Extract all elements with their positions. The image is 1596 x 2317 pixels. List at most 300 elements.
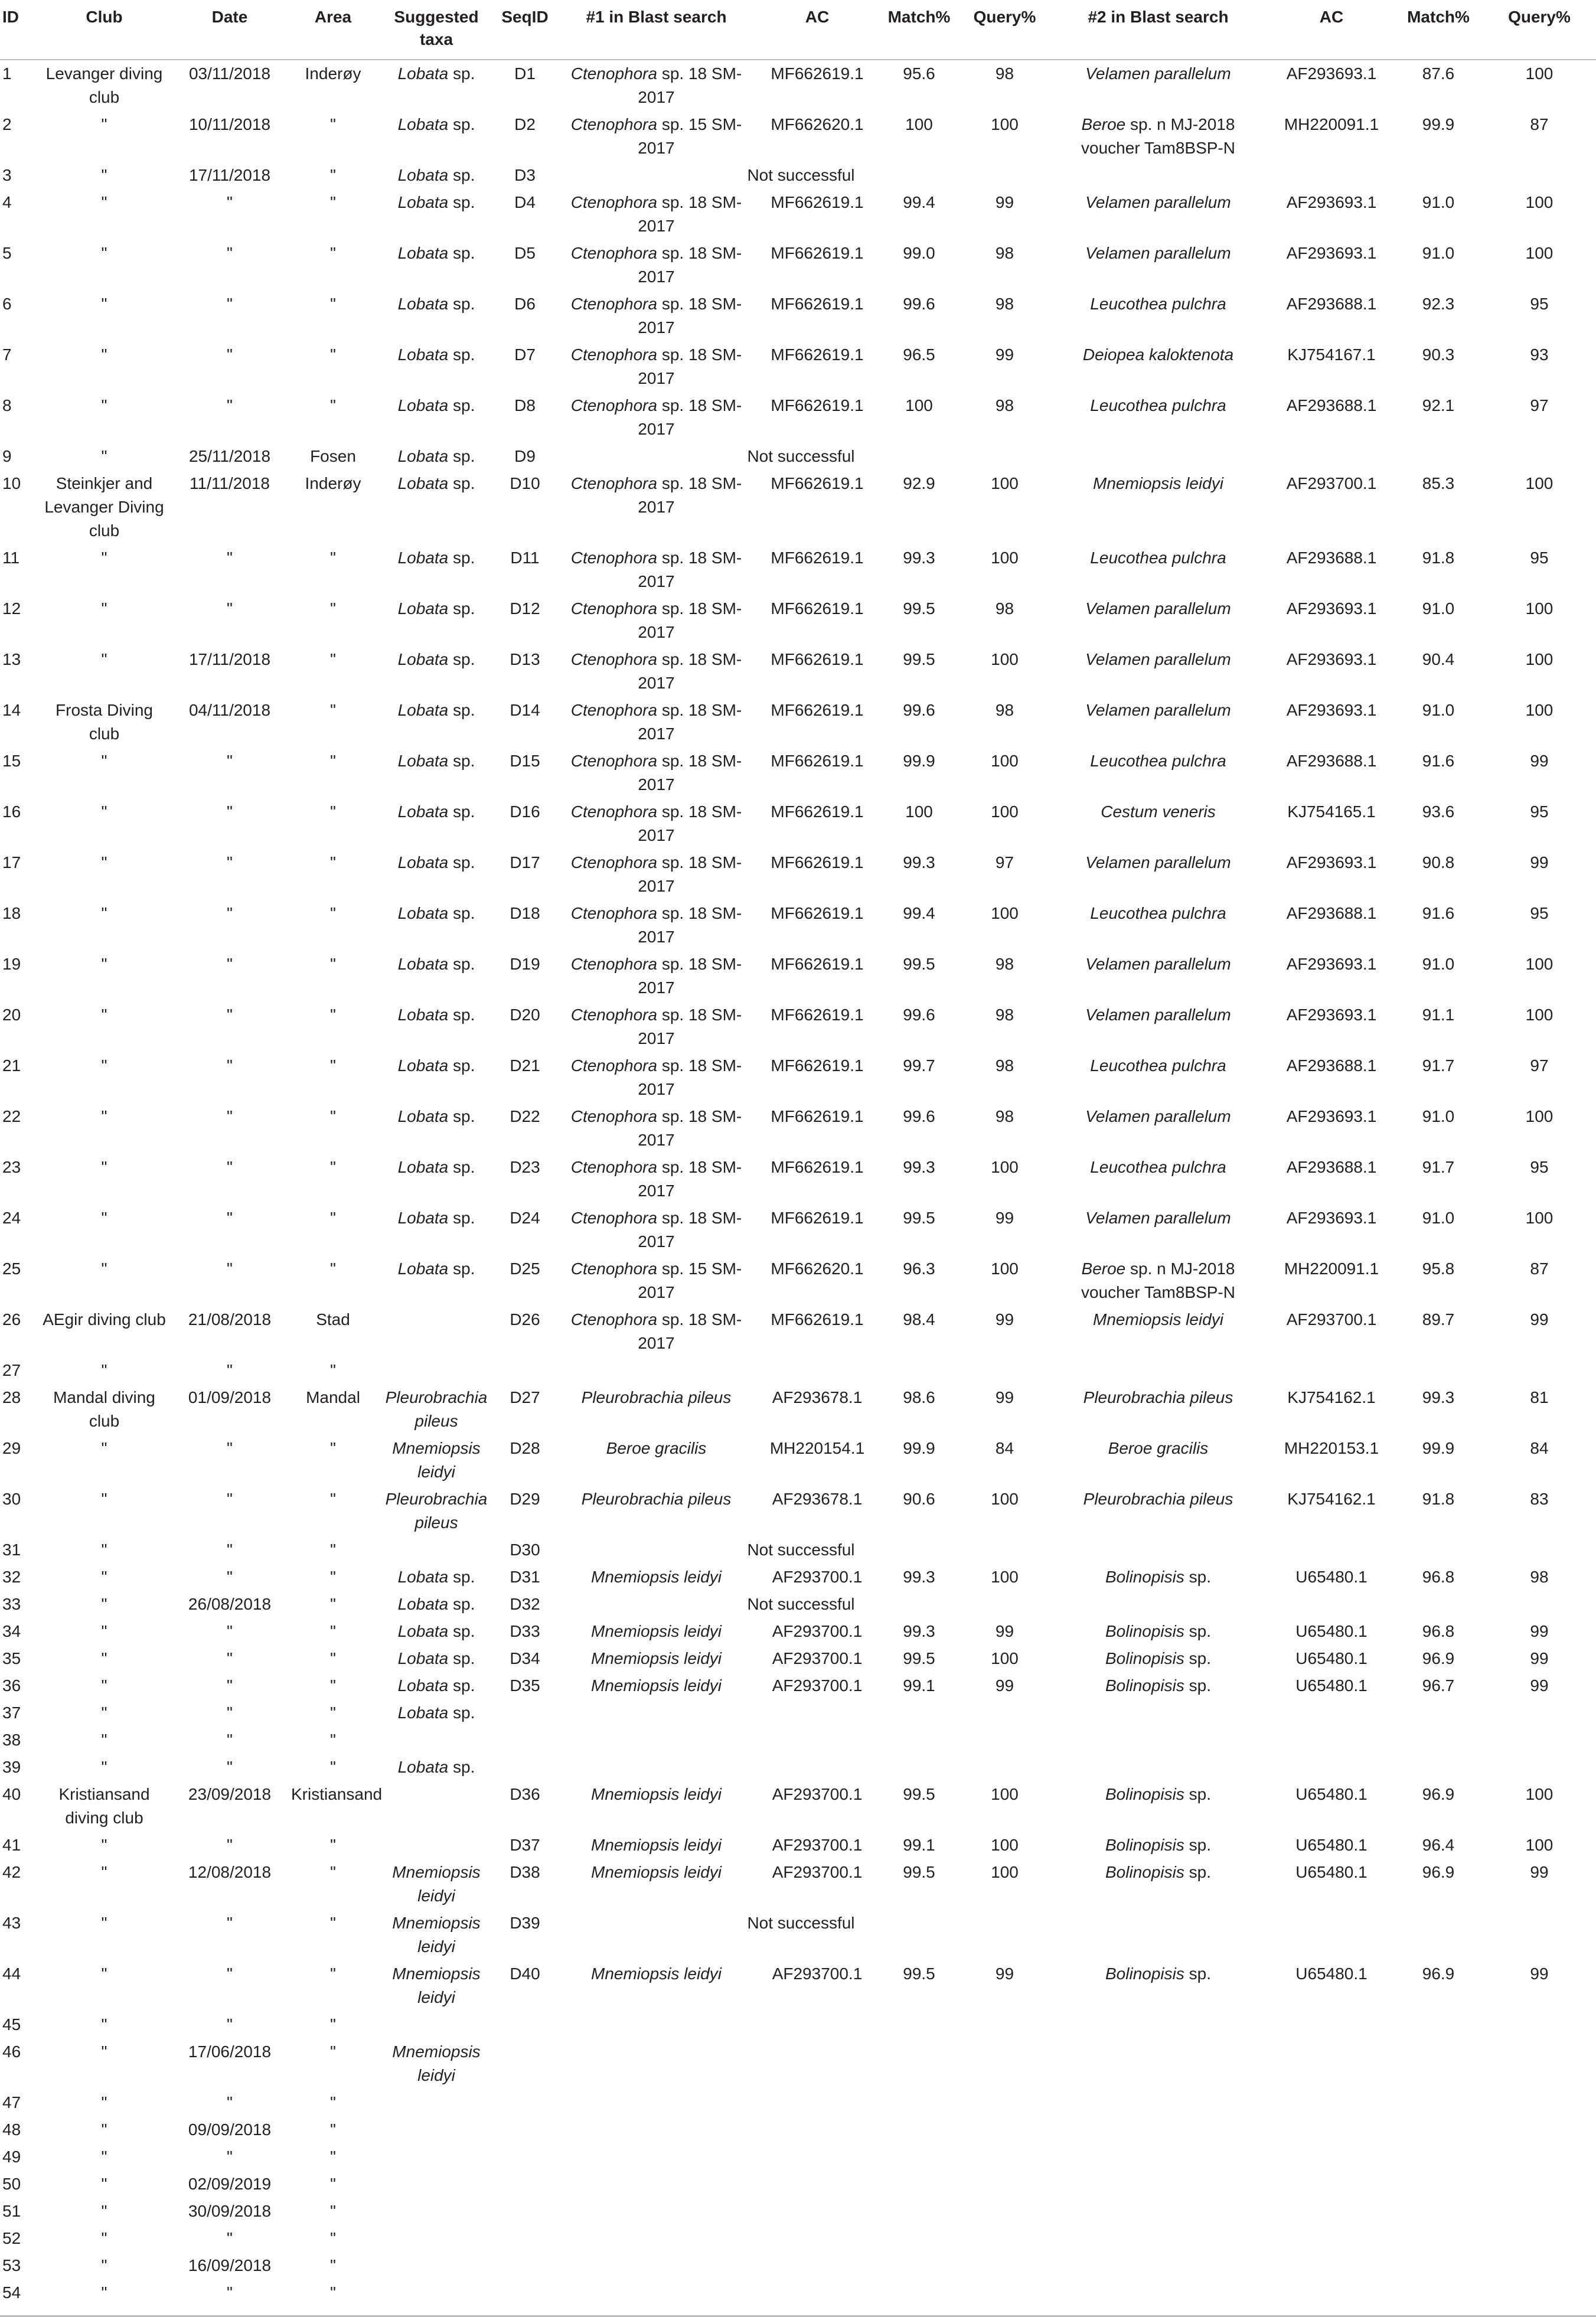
cell-ac-2 <box>1269 2279 1394 2316</box>
cell-blast-2 <box>1047 1205 1269 1255</box>
cell-query-2: 100 <box>1525 64 1553 83</box>
cell-query-1 <box>962 1754 1047 1781</box>
cell-query-2: 81 <box>1530 1388 1549 1406</box>
cell-blast-1 <box>554 798 758 849</box>
cell-match-2: 91.0 <box>1422 599 1455 618</box>
cell-query-1 <box>962 1727 1047 1754</box>
blast-1-taxon: Mnemiopsis leidyi <box>591 1649 722 1667</box>
cell-query-1 <box>962 2116 1047 2143</box>
taxa-name: Pleurobrachia pileus <box>385 1388 488 1430</box>
cell-suggested-taxa <box>377 1486 495 1536</box>
taxa-suffix: sp. <box>448 1158 475 1176</box>
cell-query-2: 95 <box>1530 802 1549 821</box>
cell-area: " <box>330 1676 336 1695</box>
cell-match-2 <box>1394 2171 1483 2198</box>
cell-ac-1: MF662619.1 <box>771 193 864 211</box>
cell-match-2: 95.8 <box>1422 1259 1455 1278</box>
cell-club: " <box>101 244 107 262</box>
cell-club: " <box>101 2120 107 2139</box>
cell-blast-2 <box>1047 1781 1269 1832</box>
cell-blast-1 <box>554 951 758 1001</box>
taxa-name: Lobata <box>397 853 449 872</box>
cell-ac-2: U65480.1 <box>1295 1649 1367 1667</box>
cell-area: " <box>330 701 336 719</box>
cell-date: 16/09/2018 <box>188 2256 272 2274</box>
cell-blast-2 <box>1047 2198 1269 2225</box>
cell-area: Kristiansand <box>291 1785 383 1803</box>
cell-blast-2 <box>1047 1052 1269 1103</box>
cell-id: 50 <box>2 2175 21 2193</box>
blast-2-suffix: sp. <box>1184 1964 1211 1983</box>
cell-query-2: 100 <box>1525 1836 1553 1854</box>
taxa-name: Lobata <box>397 752 449 770</box>
cell-ac-2: U65480.1 <box>1295 1964 1367 1983</box>
cell-date: 30/09/2018 <box>188 2202 272 2220</box>
blast-2-taxon: Velamen parallelum <box>1085 1006 1231 1024</box>
taxa-name: Lobata <box>397 701 449 719</box>
cell-suggested-taxa <box>377 189 495 240</box>
cell-empty <box>1269 162 1394 189</box>
cell-ac-1 <box>758 1699 876 1727</box>
cell-blast-1 <box>554 2279 758 2316</box>
blast-1-taxon: Pleurobrachia pileus <box>581 1388 732 1406</box>
cell-match-1: 92.9 <box>903 474 935 492</box>
cell-match-1: 100 <box>905 115 933 133</box>
cell-club: " <box>101 1568 107 1586</box>
cell-id: 37 <box>2 1704 21 1722</box>
cell-suggested-taxa <box>377 1618 495 1645</box>
cell-match-2 <box>1394 2011 1483 2038</box>
cell-empty <box>1047 162 1269 189</box>
cell-ac-2 <box>1269 2011 1394 2038</box>
cell-area: " <box>289 2279 377 2316</box>
cell-id: 39 <box>2 1758 21 1776</box>
blast-1-suffix: sp. 18 SM-2017 <box>638 599 742 641</box>
header-match-2: Match% <box>1394 0 1483 60</box>
cell-seqid: D11 <box>510 549 540 567</box>
cell-ac-2: MH220091.1 <box>1284 1259 1379 1278</box>
cell-match-1: 96.3 <box>903 1259 935 1278</box>
cell-match-2: 91.0 <box>1422 701 1455 719</box>
taxa-name: Lobata <box>397 193 449 211</box>
header-query-2: Query% <box>1483 0 1596 60</box>
cell-match-1: 99.3 <box>903 549 935 567</box>
cell-seqid <box>495 2011 554 2038</box>
cell-area: " <box>330 802 336 821</box>
cell-blast-2 <box>1047 341 1269 392</box>
cell-club: " <box>101 853 107 872</box>
cell-ac-1: MF662619.1 <box>771 701 864 719</box>
cell-ac-1: MF662619.1 <box>771 396 864 415</box>
blast-2-suffix: sp. n MJ-2018 voucher Tam8BSP-N <box>1081 115 1235 157</box>
cell-blast-2 <box>1047 697 1269 748</box>
cell-query-2: 99 <box>1530 1964 1549 1983</box>
header-suggested-taxa: Suggested taxa <box>377 0 495 60</box>
cell-ac-1: AF293700.1 <box>772 1676 863 1695</box>
cell-date: " <box>227 1541 233 1559</box>
blast-1-suffix: sp. 18 SM-2017 <box>638 1107 742 1149</box>
blast-1-taxon: Mnemiopsis leidyi <box>591 1622 722 1640</box>
cell-seqid: D18 <box>510 904 540 922</box>
cell-empty <box>1483 443 1596 470</box>
cell-blast-2 <box>1047 646 1269 697</box>
cell-club: " <box>101 1490 107 1508</box>
cell-suggested-taxa <box>377 1781 495 1832</box>
taxa-suffix: sp. <box>448 701 475 719</box>
cell-ac-1 <box>758 2143 876 2171</box>
blast-1-taxon: Ctenophora <box>570 244 658 262</box>
cell-date: " <box>227 752 233 770</box>
blast-1-taxon: Ctenophora <box>570 1158 658 1176</box>
cell-match-2: 89.7 <box>1422 1310 1455 1329</box>
cell-date: " <box>227 193 233 211</box>
cell-match-1: 96.5 <box>903 345 935 364</box>
blast-2-taxon: Velamen parallelum <box>1085 244 1231 262</box>
cell-empty <box>1047 1536 1269 1564</box>
cell-match-1: 99.3 <box>903 1568 935 1586</box>
taxa-name: Lobata <box>397 599 449 618</box>
cell-ac-2: AF293693.1 <box>1286 1107 1377 1125</box>
cell-match-2: 99.3 <box>1422 1388 1455 1406</box>
cell-empty <box>1047 443 1269 470</box>
cell-suggested-taxa <box>377 1910 495 1960</box>
cell-area: " <box>330 1914 336 1932</box>
cell-id: 28 <box>2 1388 21 1406</box>
cell-query-2: 99 <box>1530 1649 1549 1667</box>
cell-suggested-taxa <box>377 2198 495 2225</box>
table-row <box>0 2089 1596 2116</box>
cell-ac-1: MH220154.1 <box>769 1439 865 1457</box>
cell-blast-2 <box>1047 2225 1269 2252</box>
cell-blast-2 <box>1047 595 1269 646</box>
cell-query-2: 99 <box>1530 853 1549 872</box>
cell-club: " <box>101 1676 107 1695</box>
cell-date: " <box>227 853 233 872</box>
cell-ac-2 <box>1269 2171 1394 2198</box>
cell-area: " <box>330 1361 336 1379</box>
cell-area: " <box>330 193 336 211</box>
cell-area: " <box>330 1964 336 1983</box>
cell-query-1 <box>962 2279 1047 2316</box>
cell-date: " <box>227 1568 233 1586</box>
cell-ac-2 <box>1269 2252 1394 2279</box>
blast-2-taxon: Deiopea kaloktenota <box>1082 345 1234 364</box>
cell-club: " <box>101 2015 107 2034</box>
cell-seqid: D26 <box>510 1310 540 1329</box>
cell-date: " <box>227 1439 233 1457</box>
cell-blast-1 <box>554 748 758 798</box>
cell-club: Levanger diving club <box>45 64 163 106</box>
cell-blast-2 <box>1047 849 1269 900</box>
cell-query-2: 95 <box>1530 295 1549 313</box>
cell-blast-2 <box>1047 1435 1269 1486</box>
cell-blast-1 <box>554 291 758 341</box>
cell-club: Kristiansand diving club <box>58 1785 150 1827</box>
blast-1-suffix: sp. 18 SM-2017 <box>638 474 742 516</box>
cell-seqid: D21 <box>510 1056 540 1075</box>
cell-match-1: 98.4 <box>903 1310 935 1329</box>
cell-query-1: 100 <box>991 904 1019 922</box>
cell-ac-2: AF293688.1 <box>1286 1056 1377 1075</box>
blast-1-taxon: Ctenophora <box>570 295 658 313</box>
cell-blast-1 <box>554 1435 758 1486</box>
cell-blast-2 <box>1047 951 1269 1001</box>
table-header <box>0 0 1596 60</box>
table-row <box>0 646 1596 697</box>
cell-query-2: 100 <box>1525 474 1553 492</box>
header-area: Area <box>289 0 377 60</box>
cell-date: 11/11/2018 <box>190 474 270 492</box>
cell-id: 45 <box>2 2015 21 2034</box>
cell-club: " <box>101 1158 107 1176</box>
cell-date: 03/11/2018 <box>188 64 271 83</box>
cell-blast-2 <box>1047 392 1269 443</box>
cell-query-1: 100 <box>991 1490 1019 1508</box>
cell-ac-1: MF662619.1 <box>771 1310 864 1329</box>
blast-1-suffix: sp. 18 SM-2017 <box>638 1158 742 1200</box>
cell-club: " <box>101 1964 107 1983</box>
cell-id: 43 <box>2 1914 21 1932</box>
cell-club: " <box>101 1209 107 1227</box>
cell-query-2: 95 <box>1530 1158 1549 1176</box>
cell-ac-2: AF293688.1 <box>1286 752 1377 770</box>
blast-2-taxon: Cestum veneris <box>1101 802 1216 821</box>
cell-query-1: 100 <box>991 1259 1019 1278</box>
cell-query-1: 100 <box>991 115 1019 133</box>
cell-ac-1 <box>758 2171 876 2198</box>
cell-empty <box>1483 1910 1596 1960</box>
cell-date: " <box>227 1361 233 1379</box>
cell-ac-2: AF293693.1 <box>1286 193 1377 211</box>
blast-2-suffix: sp. <box>1184 1863 1211 1881</box>
cell-suggested-taxa <box>377 748 495 798</box>
blast-1-taxon: Ctenophora <box>570 701 658 719</box>
taxa-suffix: sp. <box>448 115 475 133</box>
cell-match-1 <box>876 2038 962 2089</box>
cell-club: " <box>101 396 107 415</box>
cell-blast-2 <box>1047 748 1269 798</box>
cell-date: " <box>227 1836 233 1854</box>
cell-suggested-taxa <box>377 1103 495 1154</box>
cell-area: " <box>330 2148 336 2166</box>
cell-ac-1: MF662619.1 <box>771 1056 864 1075</box>
cell-match-2 <box>1394 2143 1483 2171</box>
cell-status-note: Not successful <box>747 166 855 184</box>
cell-status-note: Not successful <box>747 1595 855 1613</box>
cell-date: " <box>227 345 233 364</box>
cell-query-2: 100 <box>1525 701 1553 719</box>
cell-empty <box>1269 443 1394 470</box>
header-row <box>0 0 1596 60</box>
table-row <box>0 1306 1596 1357</box>
cell-suggested-taxa <box>377 2171 495 2198</box>
cell-suggested-taxa <box>377 1960 495 2011</box>
blast-2-taxon: Leucothea pulchra <box>1090 904 1226 922</box>
cell-blast-1 <box>554 470 758 544</box>
cell-suggested-taxa <box>377 951 495 1001</box>
table-row <box>0 2252 1596 2279</box>
blast-1-taxon: Ctenophora <box>570 1259 658 1278</box>
cell-blast-2 <box>1047 798 1269 849</box>
cell-seqid: D3 <box>514 166 536 184</box>
cell-date: " <box>227 244 233 262</box>
cell-query-1: 98 <box>995 1107 1014 1125</box>
cell-blast-2 <box>1047 1306 1269 1357</box>
cell-blast-1 <box>554 1205 758 1255</box>
cell-blast-1 <box>554 2116 758 2143</box>
cell-query-2: 100 <box>1525 1785 1553 1803</box>
cell-id: 7 <box>2 345 12 364</box>
header-id: ID <box>0 0 38 60</box>
table-row <box>0 2038 1596 2089</box>
table-row <box>0 1591 1596 1618</box>
cell-ac-2: AF293688.1 <box>1286 904 1377 922</box>
blast-2-suffix: sp. n MJ-2018 voucher Tam8BSP-N <box>1081 1259 1235 1301</box>
cell-area: " <box>330 752 336 770</box>
cell-match-2 <box>1394 1357 1483 1384</box>
cell-club: " <box>101 955 107 973</box>
cell-date: " <box>227 1731 233 1749</box>
cell-ac-2: MH220153.1 <box>1284 1439 1379 1457</box>
cell-match-2: 90.3 <box>1422 345 1455 364</box>
cell-club: " <box>101 1758 107 1776</box>
table-row <box>0 111 1596 162</box>
cell-ac-2: U65480.1 <box>1295 1785 1367 1803</box>
cell-empty <box>1483 162 1596 189</box>
cell-ac-1: MF662619.1 <box>771 599 864 618</box>
cell-area: " <box>330 1649 336 1667</box>
cell-id: 51 <box>2 2202 21 2220</box>
blast-2-taxon: Leucothea pulchra <box>1090 1056 1226 1075</box>
table-row <box>0 392 1596 443</box>
cell-area: " <box>330 2042 336 2061</box>
cell-seqid: D10 <box>510 474 540 492</box>
cell-id: 8 <box>2 396 12 415</box>
blast-1-suffix: sp. 18 SM-2017 <box>638 244 742 286</box>
cell-empty <box>1394 1536 1483 1564</box>
cell-area: " <box>330 2015 336 2034</box>
cell-date: " <box>227 955 233 973</box>
cell-blast-2 <box>1047 1154 1269 1205</box>
cell-query-1: 98 <box>995 701 1014 719</box>
cell-id: 5 <box>2 244 12 262</box>
cell-id: 34 <box>2 1622 21 1640</box>
cell-suggested-taxa <box>377 1306 495 1357</box>
taxa-name: Lobata <box>397 1676 449 1695</box>
taxa-suffix: sp. <box>448 166 475 184</box>
cell-match-2: 91.6 <box>1422 752 1455 770</box>
table-row <box>0 849 1596 900</box>
cell-query-2 <box>1483 2279 1596 2316</box>
cell-match-1 <box>876 2116 962 2143</box>
cell-seqid: D4 <box>514 193 536 211</box>
cell-ac-2 <box>1269 2116 1394 2143</box>
cell-ac-2: AF293700.1 <box>1286 474 1377 492</box>
cell-ac-1: MF662619.1 <box>771 650 864 668</box>
cell-ac-2: KJ754167.1 <box>1287 345 1376 364</box>
cell-blast-1 <box>554 240 758 291</box>
cell-area: " <box>330 1595 336 1613</box>
cell-club: " <box>101 1731 107 1749</box>
cell-blast-2 <box>1047 1384 1269 1435</box>
cell-date: " <box>227 2015 233 2034</box>
cell-match-2 <box>1394 2252 1483 2279</box>
blast-2-taxon: Leucothea pulchra <box>1090 549 1226 567</box>
cell-blast-2 <box>1047 111 1269 162</box>
cell-date: " <box>227 2093 233 2112</box>
cell-match-2 <box>1394 2038 1483 2089</box>
cell-blast-2 <box>1047 2116 1269 2143</box>
cell-id: 44 <box>2 1964 21 1983</box>
cell-query-2: 95 <box>1530 904 1549 922</box>
cell-ac-1 <box>758 1357 876 1384</box>
cell-ac-2: AF293693.1 <box>1286 64 1377 83</box>
cell-ac-2: AF293688.1 <box>1286 295 1377 313</box>
taxa-suffix: sp. <box>448 1676 475 1695</box>
cell-query-1: 100 <box>991 802 1019 821</box>
cell-date: " <box>227 549 233 567</box>
cell-seqid: D28 <box>510 1439 540 1457</box>
blast-1-taxon: Ctenophora <box>570 853 658 872</box>
cell-match-2: 87.6 <box>1422 64 1455 83</box>
cell-query-2: 98 <box>1530 1568 1549 1586</box>
table-row <box>0 1384 1596 1435</box>
cell-suggested-taxa <box>377 1255 495 1306</box>
cell-id: 29 <box>2 1439 21 1457</box>
cell-id: 21 <box>2 1056 21 1075</box>
cell-query-2: 100 <box>1525 955 1553 973</box>
taxa-name: Lobata <box>397 1758 449 1776</box>
cell-club: " <box>101 1863 107 1881</box>
cell-id: 41 <box>2 1836 21 1854</box>
cell-blast-1 <box>554 595 758 646</box>
blast-1-taxon: Ctenophora <box>570 1107 658 1125</box>
cell-area: " <box>330 1704 336 1722</box>
cell-club: " <box>101 2148 107 2166</box>
cell-blast-1 <box>554 646 758 697</box>
blast-1-taxon: Ctenophora <box>570 955 658 973</box>
header-club: Club <box>38 0 171 60</box>
cell-match-2 <box>1394 2089 1483 2116</box>
cell-suggested-taxa <box>377 2225 495 2252</box>
cell-club: " <box>101 193 107 211</box>
cell-date: " <box>227 1056 233 1075</box>
blast-1-suffix: sp. 18 SM-2017 <box>638 345 742 387</box>
cell-id: 49 <box>2 2148 21 2166</box>
blast-1-taxon: Ctenophora <box>570 1209 658 1227</box>
cell-match-2: 91.6 <box>1422 904 1455 922</box>
blast-2-taxon: Velamen parallelum <box>1085 1107 1231 1125</box>
cell-club: " <box>101 2042 107 2061</box>
cell-seqid: D5 <box>514 244 536 262</box>
blast-2-taxon: Bolinopisis <box>1105 1649 1184 1667</box>
cell-blast-1 <box>554 2225 758 2252</box>
cell-id: 3 <box>2 166 12 184</box>
cell-ac-2: AF293693.1 <box>1286 701 1377 719</box>
cell-suggested-taxa <box>377 646 495 697</box>
cell-area: " <box>330 1541 336 1559</box>
table-row <box>0 595 1596 646</box>
table-row <box>0 1001 1596 1052</box>
cell-query-2: 87 <box>1530 1259 1549 1278</box>
cell-date: " <box>227 1914 233 1932</box>
cell-club: Steinkjer and Levanger Diving club <box>44 474 164 540</box>
cell-date: 17/11/2018 <box>188 650 271 668</box>
taxa-name: Lobata <box>397 166 449 184</box>
cell-ac-1: AF293678.1 <box>772 1388 863 1406</box>
taxa-name: Lobata <box>397 1006 449 1024</box>
cell-area: " <box>330 2175 336 2193</box>
